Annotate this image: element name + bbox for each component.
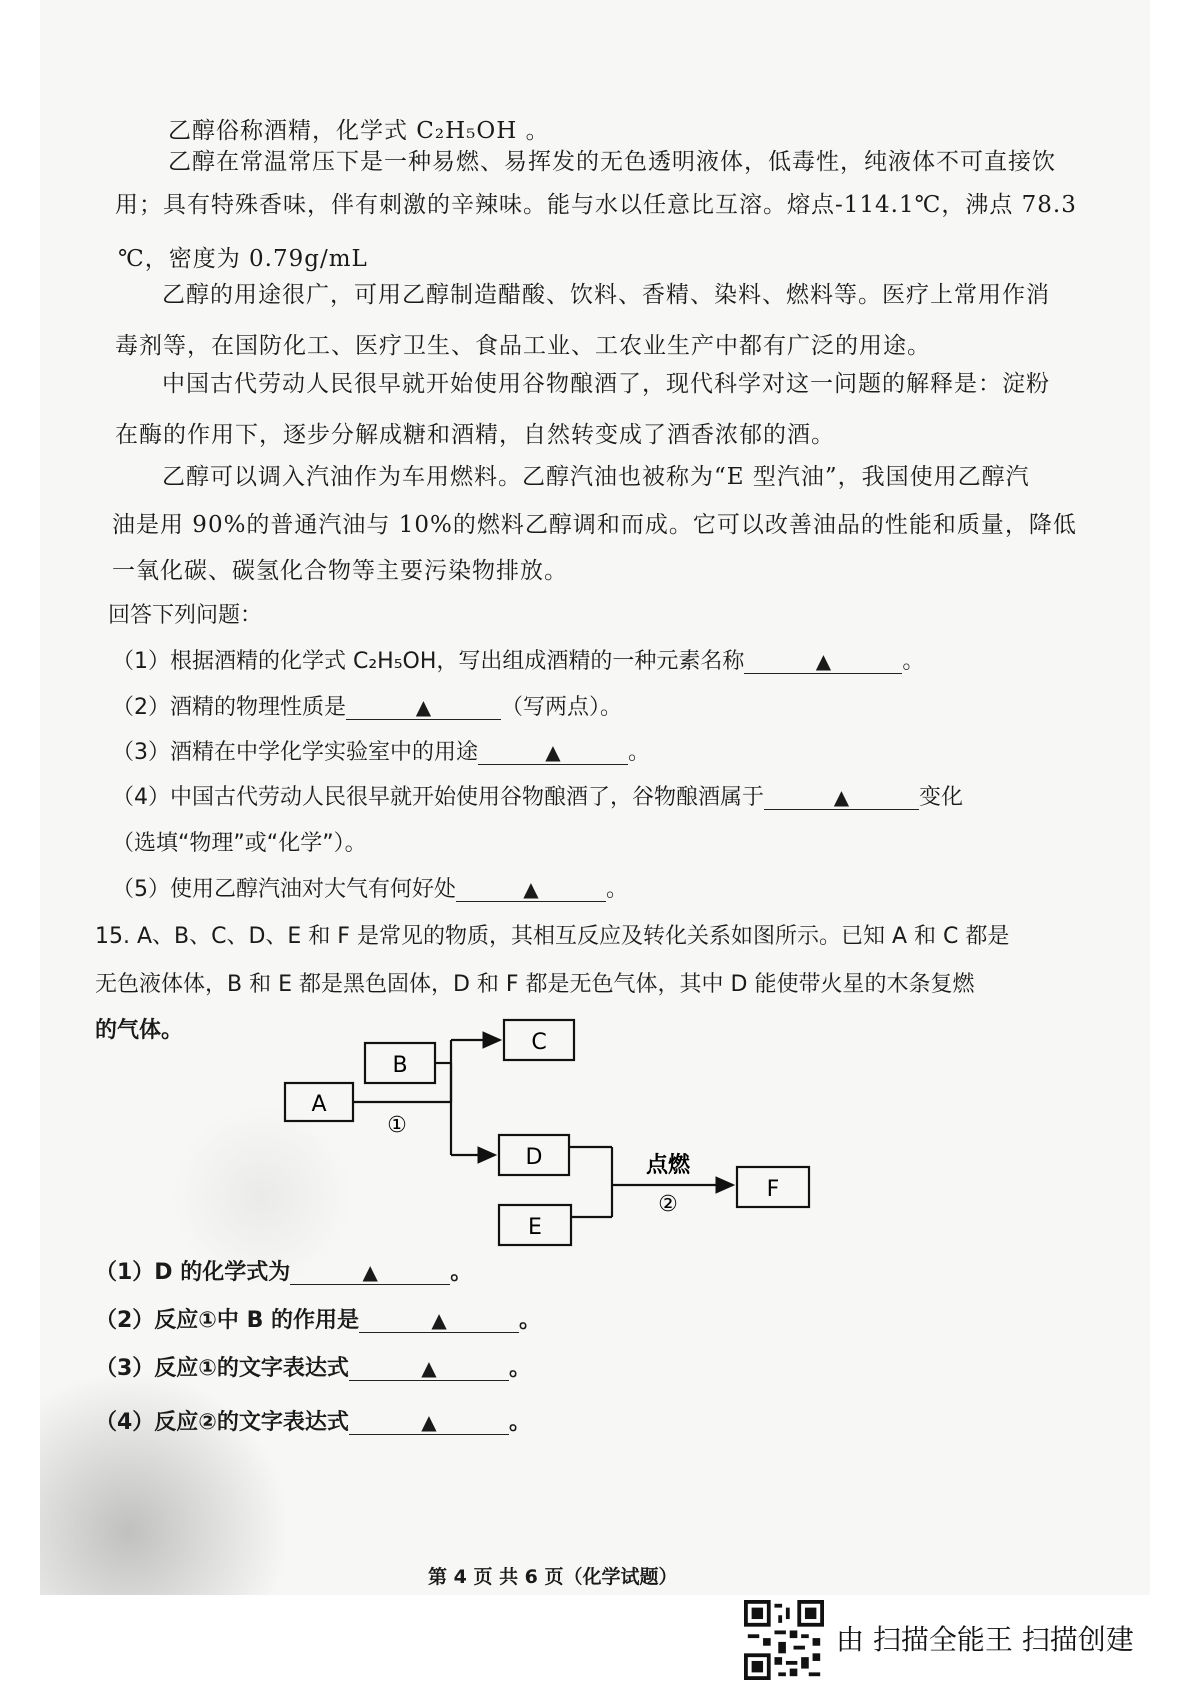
qr-code-icon [744,1600,824,1680]
question-text: 。 [508,1356,531,1381]
answer-blank[interactable] [744,651,902,674]
question-text: （1）根据酒精的化学式 C₂H₅OH，写出组成酒精的一种元素名称 [112,649,745,674]
answer-marker-icon: ▲ [362,1260,378,1284]
answer-marker-icon: ▲ [421,1356,437,1380]
question-3 [112,735,650,766]
question-text: （5）使用乙醇汽油对大气有何好处 [112,877,456,902]
passage-line: 乙醇俗称酒精，化学式 C₂H₅OH 。 [168,118,550,144]
label-f: F [766,1177,780,1202]
passage-line: 乙醇在常温常压下是一种易燃、易挥发的无色透明液体，低毒性，纯液体不可直接饮 [168,149,1056,175]
answer-marker-icon: ▲ [421,1410,437,1434]
q15-sub-1 [95,1255,472,1286]
question-2 [112,690,622,721]
q15-sub-4 [95,1405,531,1436]
answer-blank[interactable] [349,1358,509,1381]
answer-marker-icon: ▲ [833,785,850,809]
question-4 [112,780,963,811]
reaction-2-label: ② [658,1192,678,1217]
question-text: 。 [450,1260,473,1285]
q15-sub-2 [95,1303,541,1334]
question-text: （写两点）。 [501,695,623,720]
passage-line: 油是用 90%的普通汽油与 10%的燃料乙醇调和而成。它可以改善油品的性能和质量，降低 [112,512,1077,538]
question-text: （4）中国古代劳动人民很早就开始使用谷物酿酒了，谷物酿酒属于 [112,785,764,810]
scanner-credit: 由 扫描全能王 扫描创建 [836,1623,1134,1656]
answer-marker-icon: ▲ [545,740,561,764]
questions-intro: 回答下列问题： [108,603,263,628]
question-15-stem: 无色液体体，B 和 E 都是黑色固体，D 和 F 都是无色气体，其中 D 能使带火星的木条复燃 [95,972,975,997]
label-b: B [392,1053,408,1078]
answer-blank[interactable] [349,1412,509,1435]
question-text: （4）反应②的文字表达式 [95,1410,349,1435]
question-text: 变化 [919,785,964,810]
label-a: A [311,1092,327,1117]
answer-marker-icon: ▲ [523,877,539,901]
passage-line: 毒剂等，在国防化工、医疗卫生、食品工业、工农业生产中都有广泛的用途。 [115,333,931,359]
question-15-stem: 的气体。 [95,1018,184,1043]
question-1 [112,644,924,675]
passage-line: 乙醇可以调入汽油作为车用燃料。乙醇汽油也被称为“E 型汽油”，我国使用乙醇汽 [162,464,1030,490]
question-text: 。 [508,1410,531,1435]
passage-line: 乙醇的用途很广，可用乙醇制造醋酸、饮料、香精、染料、燃料等。医疗上常用作消 [162,282,1050,308]
passage-line: 在酶的作用下，逐步分解成糖和酒精，自然转变成了酒香浓郁的酒。 [115,422,835,448]
page-footer: 第 4 页 共 6 页（化学试题） [428,1566,678,1588]
question-text: 。 [606,877,629,902]
reaction-1-label: ① [387,1113,407,1138]
question-4-hint: （选填“物理”或“化学”）。 [112,831,367,856]
passage-line: ℃，密度为 0.79g/mL [118,246,368,272]
question-text: （1）D 的化学式为 [95,1260,291,1285]
question-15-stem: 15. A、B、C、D、E 和 F 是常见的物质，其相互反应及转化关系如图所示。已知 A 和 C 都是 [95,924,1010,949]
answer-marker-icon: ▲ [415,695,432,719]
answer-blank[interactable] [478,742,628,765]
condition-label: 点燃 [645,1153,691,1178]
question-text: （3）反应①的文字表达式 [95,1356,349,1381]
answer-blank[interactable] [346,697,501,720]
answer-blank[interactable] [290,1262,450,1285]
q15-sub-3 [95,1351,531,1382]
question-text: 。 [519,1308,542,1333]
question-text: （2）反应①中 B 的作用是 [95,1308,360,1333]
label-d: D [525,1145,543,1170]
answer-blank[interactable] [359,1310,519,1333]
label-e: E [528,1215,542,1240]
answer-blank[interactable] [764,787,919,810]
answer-marker-icon: ▲ [431,1308,447,1332]
question-text: 。 [902,649,925,674]
label-c: C [531,1030,547,1055]
passage-line: 中国古代劳动人民很早就开始使用谷物酿酒了，现代科学对这一问题的解释是：淀粉 [162,371,1050,397]
question-5 [112,872,628,903]
passage-line: 一氧化碳、碳氢化合物等主要污染物排放。 [112,558,568,584]
reaction-diagram [270,1015,830,1260]
answer-marker-icon: ▲ [815,649,832,673]
question-text: （2）酒精的物理性质是 [112,695,346,720]
question-text: 。 [628,740,651,765]
question-text: （3）酒精在中学化学实验室中的用途 [112,740,478,765]
passage-line: 用；具有特殊香味，伴有刺激的辛辣味。能与水以任意比互溶。熔点-114.1℃，沸点 78.3 [115,192,1077,218]
answer-blank[interactable] [456,879,606,902]
